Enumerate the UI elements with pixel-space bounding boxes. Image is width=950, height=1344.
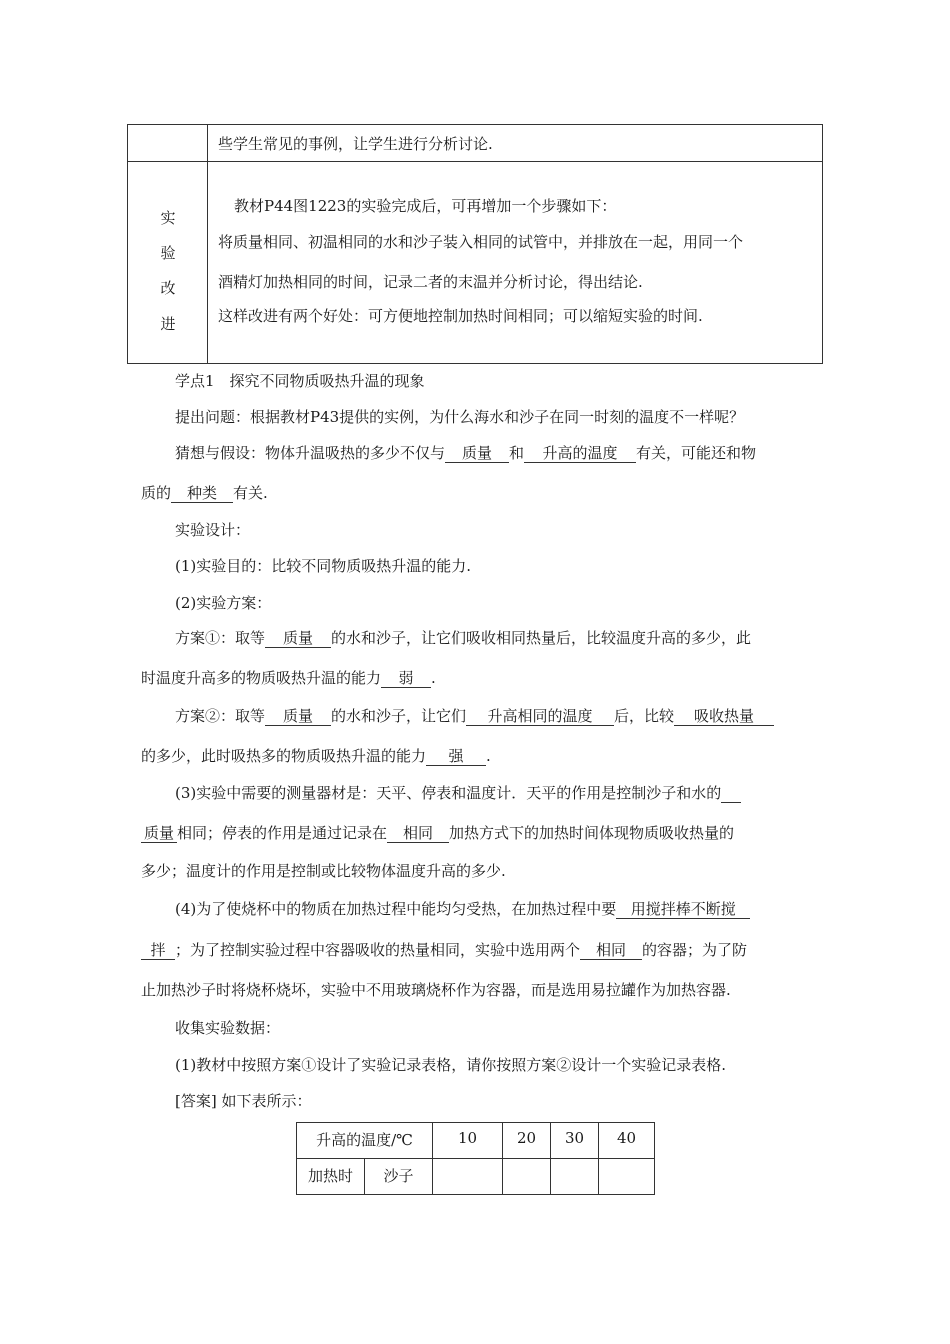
answer-blank: 种类	[171, 485, 233, 503]
text: 后，比较	[614, 707, 675, 725]
empty-cell	[599, 1159, 655, 1195]
question-text: 提出问题：根据教材P43提供的实例，为什么海水和沙子在同一时刻的温度不一样呢？	[175, 408, 745, 426]
heating-line	[175, 898, 750, 919]
plan2-line-2	[141, 745, 491, 766]
answer-blank: 质量	[141, 825, 177, 843]
text: .	[431, 669, 436, 687]
table-row	[297, 1159, 655, 1195]
temp-cell: 40	[599, 1123, 655, 1159]
row2-line: 将质量相同、初温相同的水和沙子装入相同的试管中，并排放在一起，用同一个	[218, 233, 744, 251]
answer-blank: 质量	[445, 445, 509, 463]
text: 猜想与假设：物体升温吸热的多少不仅与	[175, 444, 446, 462]
answer-blank-start	[721, 785, 741, 803]
equipment-line-2	[141, 822, 734, 843]
heating-line-2	[141, 939, 747, 960]
answer-blank: 相同	[580, 942, 642, 960]
row2-line: 这样改进有两个好处：可方便地控制加热时间相同；可以缩短实验的时间.	[218, 307, 703, 325]
equipment-line	[175, 782, 741, 803]
text: 方案②：取等	[175, 707, 266, 725]
header-label-cell: 升高的温度/℃	[297, 1123, 433, 1159]
text: 相同；停表的作用是通过记录在	[177, 824, 388, 842]
text: 的水和沙子，让它们吸收相同热量后，比较温度升高的多少，此	[331, 629, 752, 647]
row2-line: 教材P44图1223的实验完成后，可再增加一个步骤如下：	[234, 197, 617, 215]
row-sub-cell: 沙子	[365, 1159, 433, 1195]
text: 的水和沙子，让它们	[331, 707, 467, 725]
answer-blank: 拌	[141, 942, 175, 960]
heating-line-3: 止加热沙子时将烧杯烧坏，实验中不用玻璃烧杯作为容器，而是选用易拉罐作为加热容器.	[141, 981, 731, 999]
purpose-text: (1)实验目的：比较不同物质吸热升温的能力.	[175, 557, 472, 575]
answer-blank: 质量	[265, 708, 331, 726]
row2-label-char: 进	[160, 315, 176, 333]
answer-label: [答案] 如下表所示：	[175, 1092, 312, 1110]
answer-blank: 相同	[387, 825, 449, 843]
text: 加热方式下的加热时间体现物质吸收热量的	[449, 824, 735, 842]
answer-blank: 升高相同的温度	[466, 708, 614, 726]
text: (4)为了使烧杯中的物质在加热过程中能均匀受热，在加热过程中要	[175, 900, 617, 918]
answer-blank: 升高的温度	[524, 445, 636, 463]
top-table	[127, 124, 823, 364]
collect-instruction: (1)教材中按照方案①设计了实验记录表格，请你按照方案②设计一个实验记录表格.	[175, 1056, 727, 1074]
row-label-cell: 加热时	[297, 1159, 365, 1195]
data-table	[296, 1122, 655, 1195]
row2-line: 酒精灯加热相同的时间，记录二者的末温并分析讨论，得出结论.	[218, 273, 643, 291]
text: ；为了控制实验过程中容器吸收的热量相同，实验中选用两个	[175, 941, 581, 959]
collect-heading: 收集实验数据：	[175, 1019, 281, 1037]
text: 的多少，此时吸热多的物质吸热升温的能力	[141, 747, 427, 765]
row1-text: 些学生常见的事例，让学生进行分析讨论.	[218, 135, 493, 153]
empty-cell	[551, 1159, 599, 1195]
empty-cell	[503, 1159, 551, 1195]
row2-label-char: 改	[160, 279, 176, 297]
plan2-line	[175, 705, 774, 726]
temp-cell: 20	[503, 1123, 551, 1159]
text: (3)实验中需要的测量器材是：天平、停表和温度计．天平的作用是控制沙子和水的	[175, 784, 722, 802]
plan1-line-2	[141, 667, 436, 688]
table-row	[297, 1123, 655, 1159]
table-divider-horizontal	[128, 161, 822, 162]
row2-label-char: 实	[160, 209, 176, 227]
answer-blank: 吸收热量	[674, 708, 774, 726]
plan-heading: (2)实验方案：	[175, 594, 272, 612]
text: .	[486, 747, 491, 765]
answer-blank: 用搅拌棒不断搅	[616, 901, 750, 919]
text: 时温度升高多的物质吸热升温的能力	[141, 669, 382, 687]
text: 质的	[141, 484, 172, 502]
answer-blank: 弱	[381, 670, 431, 688]
empty-cell	[433, 1159, 503, 1195]
temp-cell: 30	[551, 1123, 599, 1159]
plan1-line	[175, 627, 751, 648]
text: 有关，可能还和物	[636, 444, 757, 462]
row2-label-char: 验	[160, 244, 176, 262]
hypothesis-line	[175, 442, 756, 463]
text: 的容器；为了防	[642, 941, 748, 959]
section-heading: 学点1 探究不同物质吸热升温的现象	[175, 372, 425, 390]
hypothesis-line-2	[141, 482, 268, 503]
temp-cell: 10	[433, 1123, 503, 1159]
answer-blank: 强	[426, 748, 486, 766]
text: 方案①：取等	[175, 629, 266, 647]
answer-blank: 质量	[265, 630, 331, 648]
text: 有关.	[233, 484, 268, 502]
text: 和	[509, 444, 525, 462]
design-heading: 实验设计：	[175, 521, 251, 539]
equipment-line-3: 多少；温度计的作用是控制或比较物体温度升高的多少.	[141, 862, 506, 880]
